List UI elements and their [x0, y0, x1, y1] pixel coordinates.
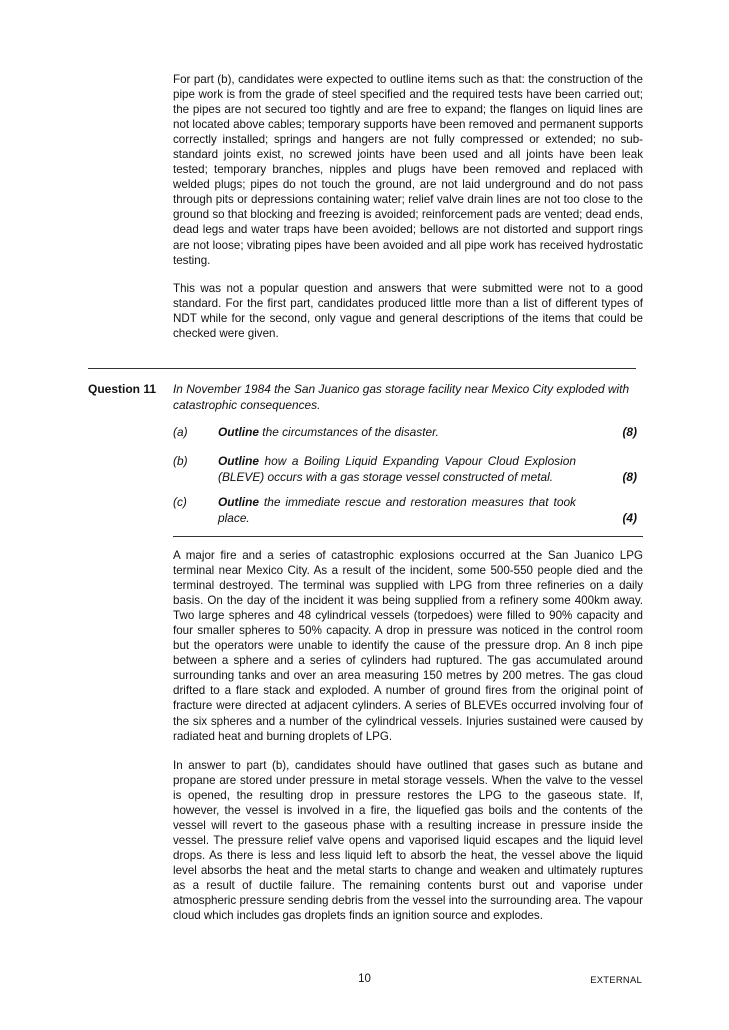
intro-section [173, 72, 643, 341]
page-number: 10 [358, 973, 371, 985]
part-instruction: the circumstances of the disaster. [258, 425, 439, 439]
section-divider [88, 368, 636, 369]
part-text [218, 454, 576, 485]
question-stem: In November 1984 the San Juanico gas storage facility near Mexico City exploded with catastrophic consequences. [173, 382, 630, 412]
question-divider [173, 536, 643, 537]
classification-label: EXTERNAL [590, 975, 642, 986]
part-marks: (8) [622, 469, 637, 484]
command-word: Outline [218, 495, 259, 509]
part-label: (c) [173, 495, 187, 509]
part-text [218, 425, 576, 441]
command-word: Outline [218, 425, 259, 439]
part-label: (b) [173, 454, 188, 468]
question-number: Question 11 [88, 382, 157, 396]
examiner-answer-section [173, 548, 643, 923]
intro-paragraph-summary: This was not a popular question and answers that were submitted were not to a good standard. For the first part, candidates produced little more than a list of different types of NDT while for the second, only vague and general descriptions of the items that could be checked were given. [173, 281, 643, 340]
part-text [218, 495, 576, 526]
command-word: Outline [218, 454, 259, 468]
part-instruction: how a Boiling Liquid Expanding Vapour Cloud Explosion (BLEVE) occurs with a gas storage vessel constructed of metal. [218, 454, 576, 484]
answer-paragraph-part-a: A major fire and a series of catastrophic explosions occurred at the San Juanico LPG terminal near Mexico City. As a result of the incident, some 500-550 people died and the terminal destroyed. The terminal was supplied with LPG from three refineries on a daily basis. On the day of the incident it was being supplied from a refinery some 400km away. Two large spheres and 48 cylindrical vessels (torpedoes) were filled to 90% capacity and four smaller spheres to 50% capacity. A drop in pressure was noticed in the control room but the operators were unable to identify the cause of the pressure drop. An 8 inch pipe between a sphere and a series of cylinders had ruptured. The gas accumulated around surrounding tanks and over an area measuring 150 metres by 200 metres. The gas cloud drifted to a flare stack and exploded. A number of ground fires from the original point of fracture were directed at adjacent cylinders. A series of BLEVEs occurred involving four of the six spheres and a number of the cylindrical vessels. Injuries sustained were caused by radiated heat and burning droplets of LPG. [173, 549, 643, 743]
part-label: (a) [173, 425, 188, 439]
answer-paragraph-part-b: In answer to part (b), candidates should have outlined that gases such as butane and propane are stored under pressure in metal storage vessels. When the valve to the vessel is opened, the resulting drop in pressure restores the LPG to the gaseous state. If, however, the vessel is involved in a fire, the liquefied gas boils and the contents of the vessel will revert to the gaseous phase with a resulting increase in pressure inside the vessel. The pressure relief valve opens and vaporised liquid escapes and the liquid level drops. As there is less and less liquid left to absorb the heat, the vessel above the liquid level absorbs the heat and the metal starts to change and weaken and ultimately ruptures as a result of ductile failure. The remaining contents burst out and vaporise under atmospheric pressure sending debris from the vessel into the surrounding area. The vapour cloud which includes gas droplets finds an ignition source and explodes. [173, 758, 643, 923]
part-marks: (4) [622, 510, 637, 525]
part-instruction: the immediate rescue and restoration measures that took place. [218, 495, 576, 525]
part-marks: (8) [622, 425, 637, 439]
intro-paragraph-part-b: For part (b), candidates were expected to outline items such as that: the construction of the pipe work is from the grade of steel specified and the required tests have been carried out; the pipes are not secured too tightly and are free to expand; the flanges on liquid lines are not located above cables; temporary supports have been removed and permanent supports correctly installed; springs and hangers are not fully compressed or extended; no sub-standard joints exist, no screwed joints have been used and all joints have been leak tested; temporary branches, nipples and plugs have been removed and replaced with welded plugs; pipes do not touch the ground, are not laid underground and do not pass through pits or depressions containing water; relief valve drain lines are not too close to the ground so that blocking and freezing is avoided; reinforcement pads are vented; dead ends, dead legs and water traps have been avoided; bellows are not distorted and support rings are not loose; vibrating pipes have been avoided and all pipe work has received hydrostatic testing. [173, 73, 643, 267]
